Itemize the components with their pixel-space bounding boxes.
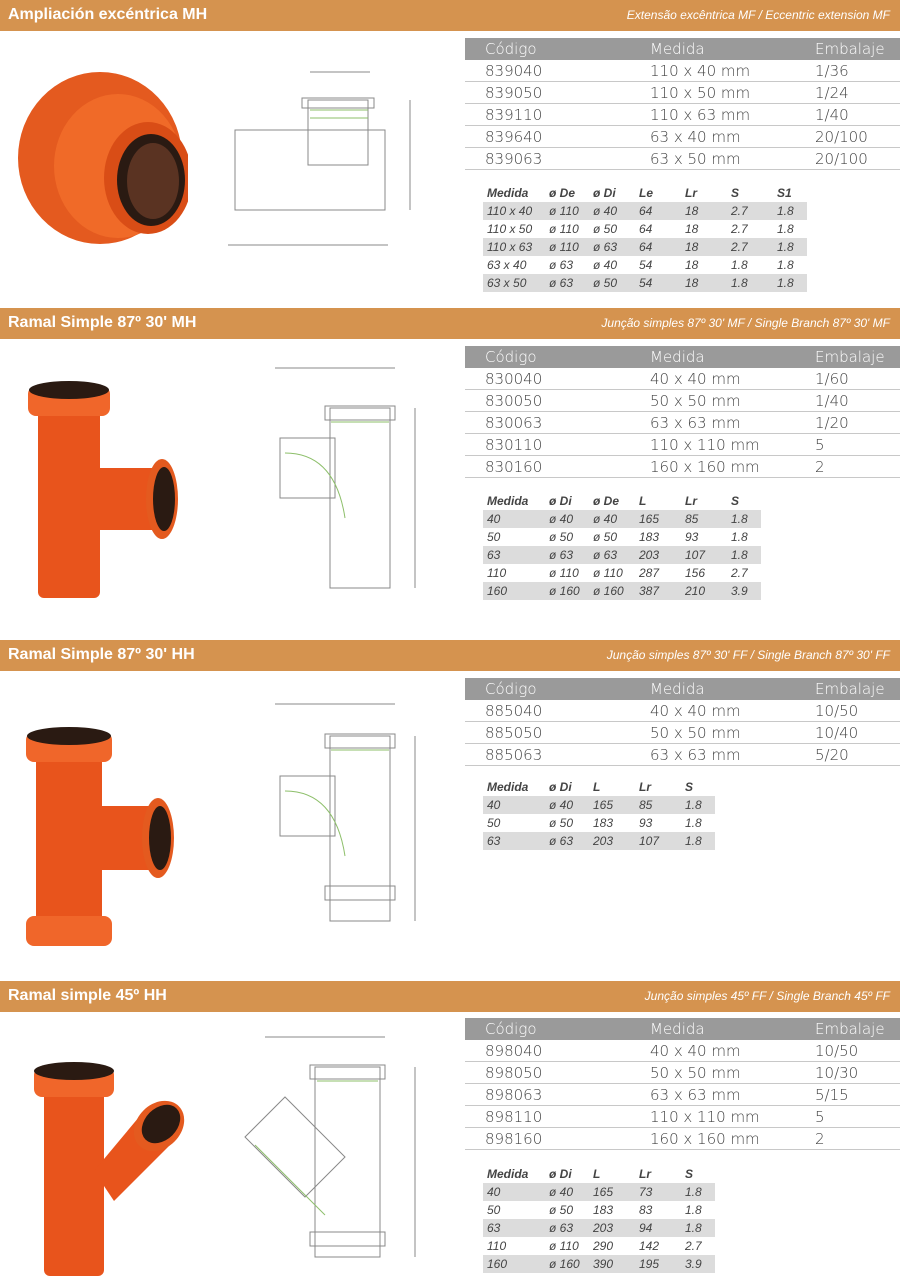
- table-row: 110 ø 110 290 142 2.7: [487, 1239, 702, 1253]
- table-row: 160 ø 160 ø 160 387 210 3.9: [483, 582, 761, 600]
- section-single-branch-87-hh: [0, 640, 900, 970]
- table-row: 50 ø 50 183 93 1.8: [487, 816, 702, 830]
- col-size: Medida: [650, 40, 705, 58]
- table-row: 839110 110 x 63 mm 1/40: [465, 104, 900, 126]
- col-size: Medida: [650, 348, 705, 366]
- section-title: Ampliación excéntrica MH: [8, 6, 208, 23]
- dimension-table: [483, 492, 761, 600]
- table-row: 40 ø 40 165 85 1.8: [483, 796, 715, 814]
- table-row: 830063 63 x 63 mm 1/20: [465, 412, 900, 434]
- table-row: 885050 50 x 50 mm 10/40: [465, 722, 900, 744]
- section-subtitle: Junção simples 87º 30' MF / Single Branch 87º 30' MF: [601, 316, 890, 330]
- section-header: [0, 640, 900, 671]
- table-row: 63 ø 63 ø 63 203 107 1.8: [483, 546, 761, 564]
- dimension-table: [483, 1165, 715, 1273]
- dimension-table: [483, 184, 807, 292]
- table-row: 160 ø 160 390 195 3.9: [483, 1255, 715, 1273]
- section-title: Ramal Simple 87º 30' HH: [8, 646, 195, 663]
- col-size: Medida: [650, 680, 705, 698]
- table-row: 885063 63 x 63 mm 5/20: [465, 744, 900, 766]
- col-packaging: Embalaje: [815, 348, 885, 366]
- table-row: 110 x 63 ø 110 ø 63 64 18 2.7 1.8: [483, 238, 807, 256]
- table-row: 839050 110 x 50 mm 1/24: [465, 82, 900, 104]
- col-packaging: Embalaje: [815, 680, 885, 698]
- product-table: [465, 38, 900, 170]
- table-row: 839640 63 x 40 mm 20/100: [465, 126, 900, 148]
- dimension-table: [483, 778, 715, 850]
- col-code: Código: [485, 1020, 537, 1038]
- technical-drawing: [220, 60, 430, 255]
- product-table: [465, 1018, 900, 1150]
- technical-drawing: [245, 696, 435, 936]
- technical-drawing: [245, 358, 435, 598]
- dimension-table-header: Medida ø De ø Di Le Lr S S1: [487, 186, 792, 200]
- col-code: Código: [485, 348, 537, 366]
- product-photo-branch-87-mh: [14, 378, 184, 603]
- table-row: 63 ø 63 203 94 1.8: [483, 1219, 715, 1237]
- product-table-header: [465, 346, 900, 368]
- section-subtitle: Junção simples 45º FF / Single Branch 45º FF: [644, 989, 890, 1003]
- table-row: 830110 110 x 110 mm 5: [465, 434, 900, 456]
- table-row: 839063 63 x 50 mm 20/100: [465, 148, 900, 170]
- section-title: Ramal Simple 87º 30' MH: [8, 314, 197, 331]
- table-row: 898160 160 x 160 mm 2: [465, 1128, 900, 1150]
- section-eccentric-extension: [0, 0, 900, 300]
- table-row: 63 x 50 ø 63 ø 50 54 18 1.8 1.8: [483, 274, 807, 292]
- table-row: 110 x 50 ø 110 ø 50 64 18 2.7 1.8: [487, 222, 794, 236]
- product-photo-branch-45-hh: [24, 1061, 194, 1281]
- section-header: [0, 981, 900, 1012]
- section-header: [0, 308, 900, 339]
- table-row: 63 x 40 ø 63 ø 40 54 18 1.8 1.8: [487, 258, 794, 272]
- section-title: Ramal simple 45º HH: [8, 987, 167, 1004]
- table-row: 110 ø 110 ø 110 287 156 2.7: [487, 566, 748, 580]
- col-size: Medida: [650, 1020, 705, 1038]
- product-photo-eccentric-extension: [8, 58, 188, 248]
- table-row: 50 ø 50 183 83 1.8: [487, 1203, 702, 1217]
- table-row: 40 ø 40 165 73 1.8: [483, 1183, 715, 1201]
- dimension-table-header: Medida ø Di ø De L Lr S: [487, 494, 740, 508]
- table-row: 898050 50 x 50 mm 10/30: [465, 1062, 900, 1084]
- table-row: 830040 40 x 40 mm 1/60: [465, 368, 900, 390]
- section-single-branch-87-mh: [0, 308, 900, 628]
- product-photo-branch-87-hh: [14, 726, 184, 956]
- section-subtitle: Junção simples 87º 30' FF / Single Branch 87º 30' FF: [606, 648, 890, 662]
- section-subtitle: Extensão excêntrica MF / Eccentric extension MF: [626, 8, 890, 22]
- product-table: [465, 346, 900, 478]
- technical-drawing: [225, 1027, 435, 1272]
- table-row: 830050 50 x 50 mm 1/40: [465, 390, 900, 412]
- dimension-table-header: Medida ø Di L Lr S: [487, 780, 694, 794]
- product-table-header: [465, 1018, 900, 1040]
- product-table-header: [465, 38, 900, 60]
- table-row: 110 x 40 ø 110 ø 40 64 18 2.7 1.8: [483, 202, 807, 220]
- table-row: 839040 110 x 40 mm 1/36: [465, 60, 900, 82]
- col-code: Código: [485, 680, 537, 698]
- table-row: 63 ø 63 203 107 1.8: [483, 832, 715, 850]
- table-row: 40 ø 40 ø 40 165 85 1.8: [483, 510, 761, 528]
- table-row: 50 ø 50 ø 50 183 93 1.8: [487, 530, 748, 544]
- section-single-branch-45-hh: [0, 981, 900, 1287]
- dimension-table-header: Medida ø Di L Lr S: [487, 1167, 694, 1181]
- table-row: 898063 63 x 63 mm 5/15: [465, 1084, 900, 1106]
- col-packaging: Embalaje: [815, 40, 885, 58]
- product-table-header: [465, 678, 900, 700]
- section-header: [0, 0, 900, 31]
- col-packaging: Embalaje: [815, 1020, 885, 1038]
- col-code: Código: [485, 40, 537, 58]
- table-row: 898110 110 x 110 mm 5: [465, 1106, 900, 1128]
- table-row: 885040 40 x 40 mm 10/50: [465, 700, 900, 722]
- table-row: 898040 40 x 40 mm 10/50: [465, 1040, 900, 1062]
- table-row: 830160 160 x 160 mm 2: [465, 456, 900, 478]
- product-table: [465, 678, 900, 766]
